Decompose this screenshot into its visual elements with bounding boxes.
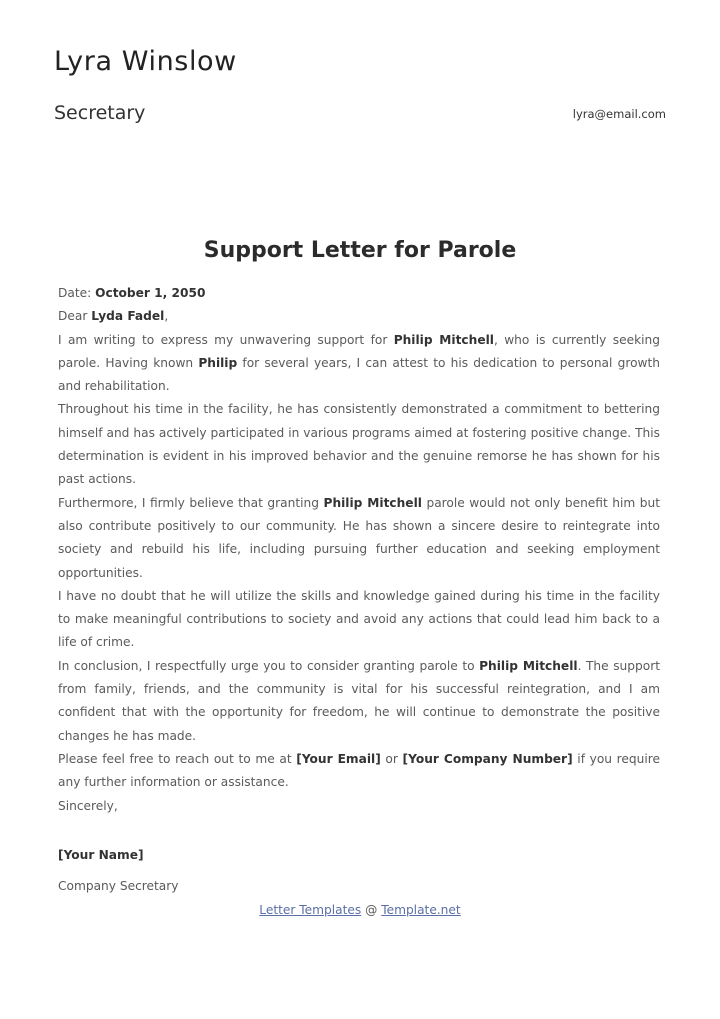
paragraph-6: [58, 748, 660, 795]
p6-text-a: Please feel free to reach out to me at: [58, 751, 297, 766]
p6-text-e: if you require any further information or assistance.: [58, 751, 660, 790]
sender-name: Lyra Winslow: [54, 46, 237, 77]
company-number-placeholder: [Your Company Number]: [402, 751, 573, 766]
signature-name: [Your Name]: [58, 848, 144, 862]
closing-line: Sincerely,: [58, 798, 118, 813]
greeting-prefix: Dear: [58, 309, 92, 324]
date-value: October 1, 2050: [95, 286, 206, 300]
paragraph-2: Throughout his time in the facility, he has consistently demonstrated a commitment to bettering himself and has actively participated in various programs aimed at fostering positive change. This determination is evident in his improved behavior and the genuine remorse he has shown for his past actions.: [58, 402, 660, 487]
recipient-name: Lyda Fadel: [91, 309, 165, 324]
paragraph-4: I have no doubt that he will utilize the skills and knowledge gained during his time in the facility to make meaningful contributions to society and avoid any actions that could lead him back to a life of crime.: [58, 588, 660, 650]
p5-text-a: In conclusion, I respectfully urge you to consider granting parole to: [58, 658, 480, 673]
letter-title: Support Letter for Parole: [203, 238, 517, 263]
email-placeholder: [Your Email]: [296, 751, 381, 766]
signature-role: Company Secretary: [58, 879, 179, 893]
date-line: [58, 282, 660, 305]
p1-text-a: I am writing to express my unwavering support for: [58, 332, 394, 347]
letter-body: [58, 282, 660, 818]
p1-text-e: for several years, I can attest to his dedication to personal growth and rehabilitation.: [58, 355, 660, 394]
p3-text-a: Furthermore, I firmly believe that granting: [58, 495, 324, 510]
footer-separator: @: [361, 903, 382, 917]
sender-email: lyra@email.com: [572, 107, 666, 121]
letter-templates-link[interactable]: Letter Templates: [259, 903, 362, 917]
p1-text-c: , who is currently seeking parole. Having known: [58, 332, 660, 370]
p5-name: Philip Mitchell: [479, 658, 578, 673]
sender-role: Secretary: [54, 102, 146, 124]
p3-name: Philip Mitchell: [323, 495, 422, 510]
p1-first-name: Philip: [198, 355, 238, 370]
template-net-link[interactable]: Template.net: [381, 903, 461, 917]
date-label: Date:: [58, 286, 96, 300]
greeting-suffix: ,: [164, 309, 169, 324]
p5-text-c: . The support from family, friends, and the community is vital for his successful reintegration, and I am confident that with the opportunity for freedom, he will continue to demonstrate the positive changes he has made.: [58, 658, 660, 743]
p6-text-c: or: [380, 751, 403, 766]
p1-name: Philip Mitchell: [393, 332, 494, 347]
p3-text-c: parole would not only benefit him but also contribute positively to our community. He has shown a sincere desire to reintegrate into society and rebuild his life, including pursuing further education and seeking employment opportunities.: [58, 495, 661, 580]
paragraph-5: [58, 655, 660, 748]
paragraph-3: [58, 492, 660, 585]
paragraph-1: [58, 329, 660, 399]
footer: [0, 903, 720, 917]
greeting-line: [58, 305, 660, 328]
